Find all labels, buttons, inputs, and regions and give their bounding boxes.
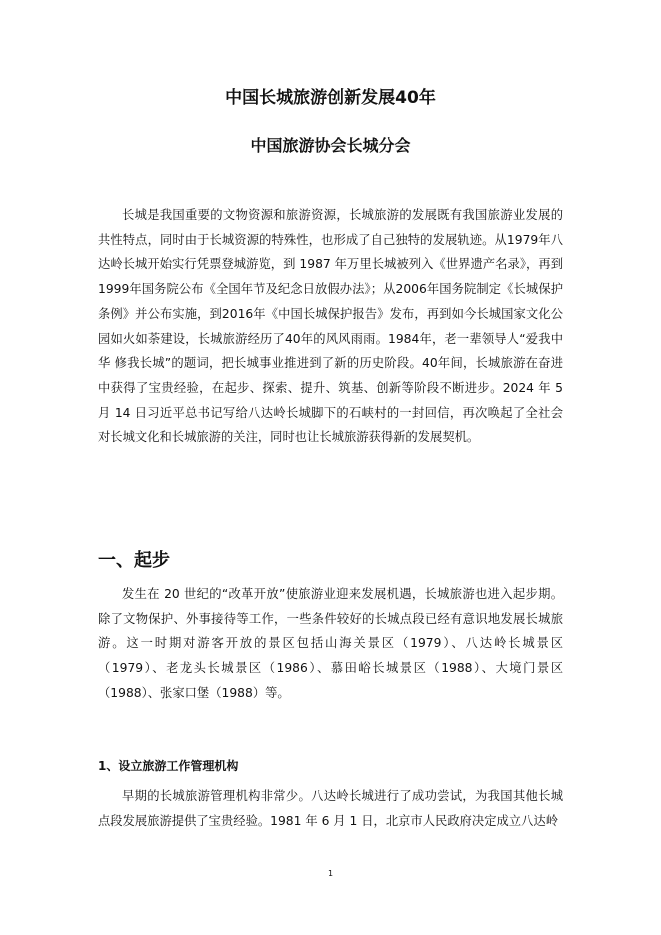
subheading: 1、设立旅游工作管理机构 xyxy=(98,759,239,773)
section-heading: 一、起步 xyxy=(98,550,170,571)
subsection-paragraph: 早期的长城旅游管理机构非常少。八达岭长城进行了成功尝试，为我国其他长城点段发展旅游提供了宝贵经验。1981 年 6 月 1 日，北京市人民政府决定成立八达岭 xyxy=(98,789,563,828)
intro-paragraph: 长城是我国重要的文物资源和旅游资源，长城旅游的发展既有我国旅游业发展的共性特点，同时由于长城资源的特殊性，也形成了自己独特的发展轨迹。从1979年八达岭长城开始实行凭票登城游览，到 1987 年万里长城被列入《世界遗产名录》，再到1999年国务院公布《全国年节及纪念日放假办法》；从2006年国务院制定《长城保护条例》并公布实施，到2016年《中国长城保护报告》发布，再到如今长城国家文化公园如火如荼建设，长城旅游经历了40年的风风雨雨。1984年，老一辈领导人“爱我中华 修我长城”的题词，把长城事业推进到了新的历史阶段。40年间，长城旅游在奋进中获得了宝贵经验，在起步、探索、提升、筑基、创新等阶段不断进步。2024 年 5 月 14 日习近平总书记写给八达岭长城脚下的石峡村的一封回信，再次唤起了全社会对长城文化和长城旅游的关注，同时也让长城旅游获得新的发展契机。 xyxy=(98,208,563,445)
page-number: 1 xyxy=(327,869,334,878)
section-paragraph: 发生在 20 世纪的“改革开放”使旅游业迎来发展机遇，长城旅游也进入起步期。除了文物保护、外事接待等工作，一些条件较好的长城点段已经有意识地发展长城旅游。这一时期对游客开放的景区包括山海关景区（1979）、八达岭长城景区（1979）、老龙头长城景区（1986）、慕田峪长城景区（1988）、大境门景区（1988）、张家口堡（1988）等。 xyxy=(98,587,563,700)
document-subtitle: 中国旅游协会长城分会 xyxy=(250,136,411,155)
page-title: 中国长城旅游创新发展40年 xyxy=(225,88,436,108)
